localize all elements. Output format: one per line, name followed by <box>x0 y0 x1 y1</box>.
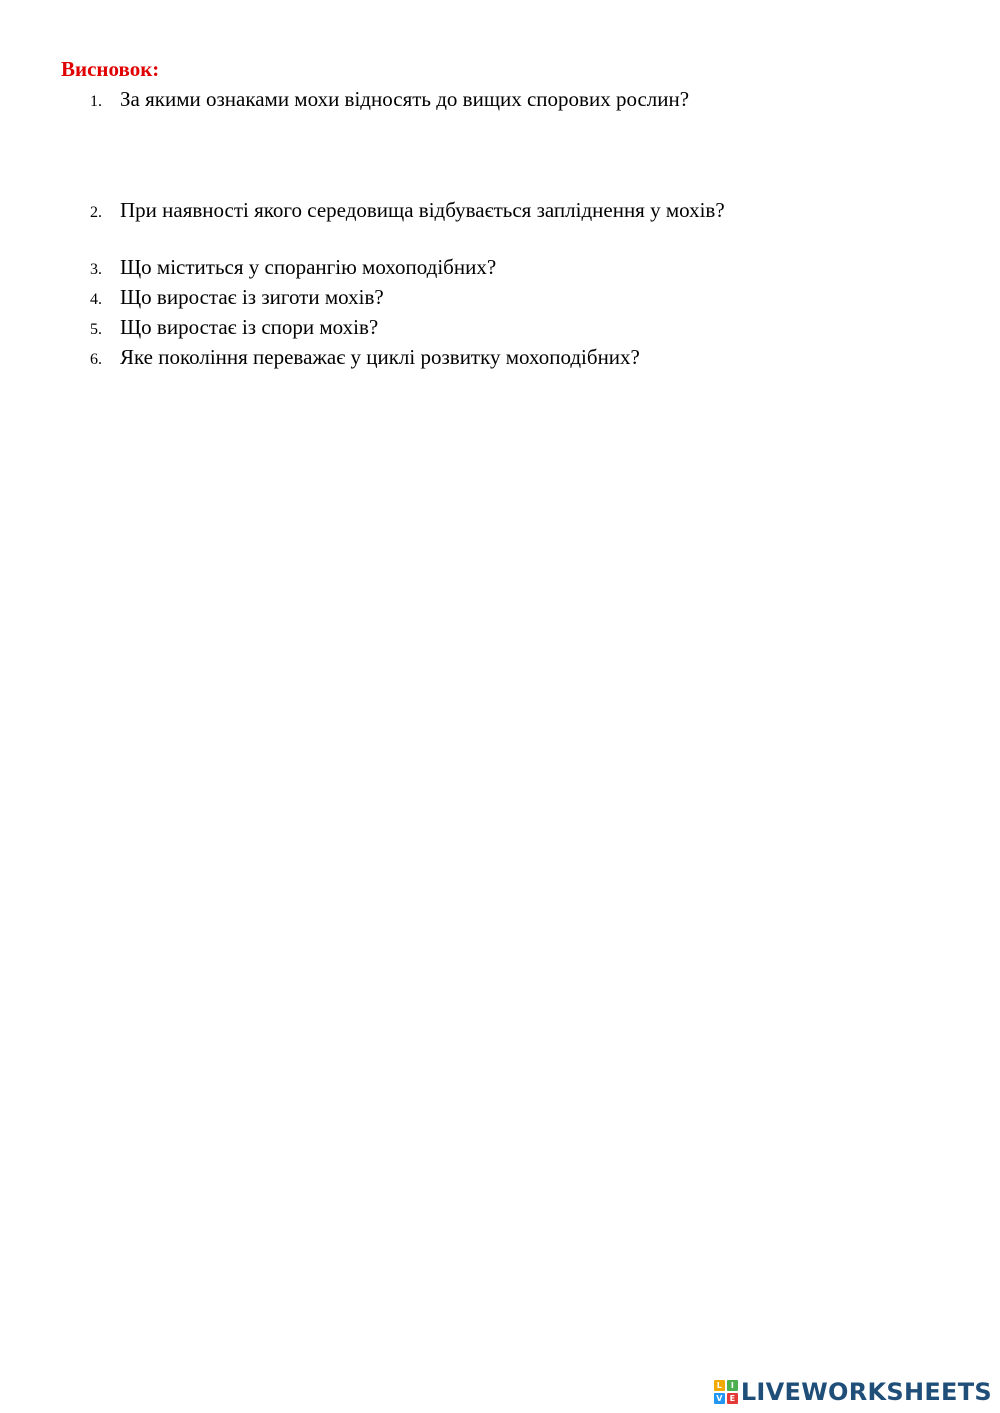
question-number: 4. <box>90 291 102 308</box>
logo-tile: E <box>727 1393 738 1404</box>
question-2 <box>90 197 970 223</box>
question-3 <box>90 254 970 280</box>
question-number: 6. <box>90 351 102 368</box>
logo-tile: L <box>714 1380 725 1391</box>
conclusion-heading: Висновок: <box>61 57 160 81</box>
question-1 <box>90 86 970 112</box>
question-text: При наявності якого середовища відбувається запліднення у мохів? <box>120 198 725 222</box>
question-number: 1. <box>90 93 102 110</box>
question-number: 3. <box>90 261 102 278</box>
question-text: Яке покоління переважає у циклі розвитку мохоподібних? <box>120 345 640 369</box>
question-6 <box>90 344 970 370</box>
question-5 <box>90 314 970 340</box>
question-text: Що міститься у спорангію мохоподібних? <box>120 255 497 279</box>
question-text: Що виростає із спори мохів? <box>120 315 379 339</box>
question-text: Що виростає із зиготи мохів? <box>120 285 384 309</box>
question-4 <box>90 284 970 310</box>
liveworksheets-logo-icon <box>714 1380 738 1404</box>
logo-tile: I <box>727 1380 738 1391</box>
question-number: 5. <box>90 321 102 338</box>
question-text: За якими ознаками мохи відносять до вищих спорових рослин? <box>120 87 690 111</box>
liveworksheets-logo <box>714 1377 992 1407</box>
question-number: 2. <box>90 204 102 221</box>
logo-tile: V <box>714 1393 725 1404</box>
liveworksheets-logo-text: LIVEWORKSHEETS <box>740 1378 992 1406</box>
